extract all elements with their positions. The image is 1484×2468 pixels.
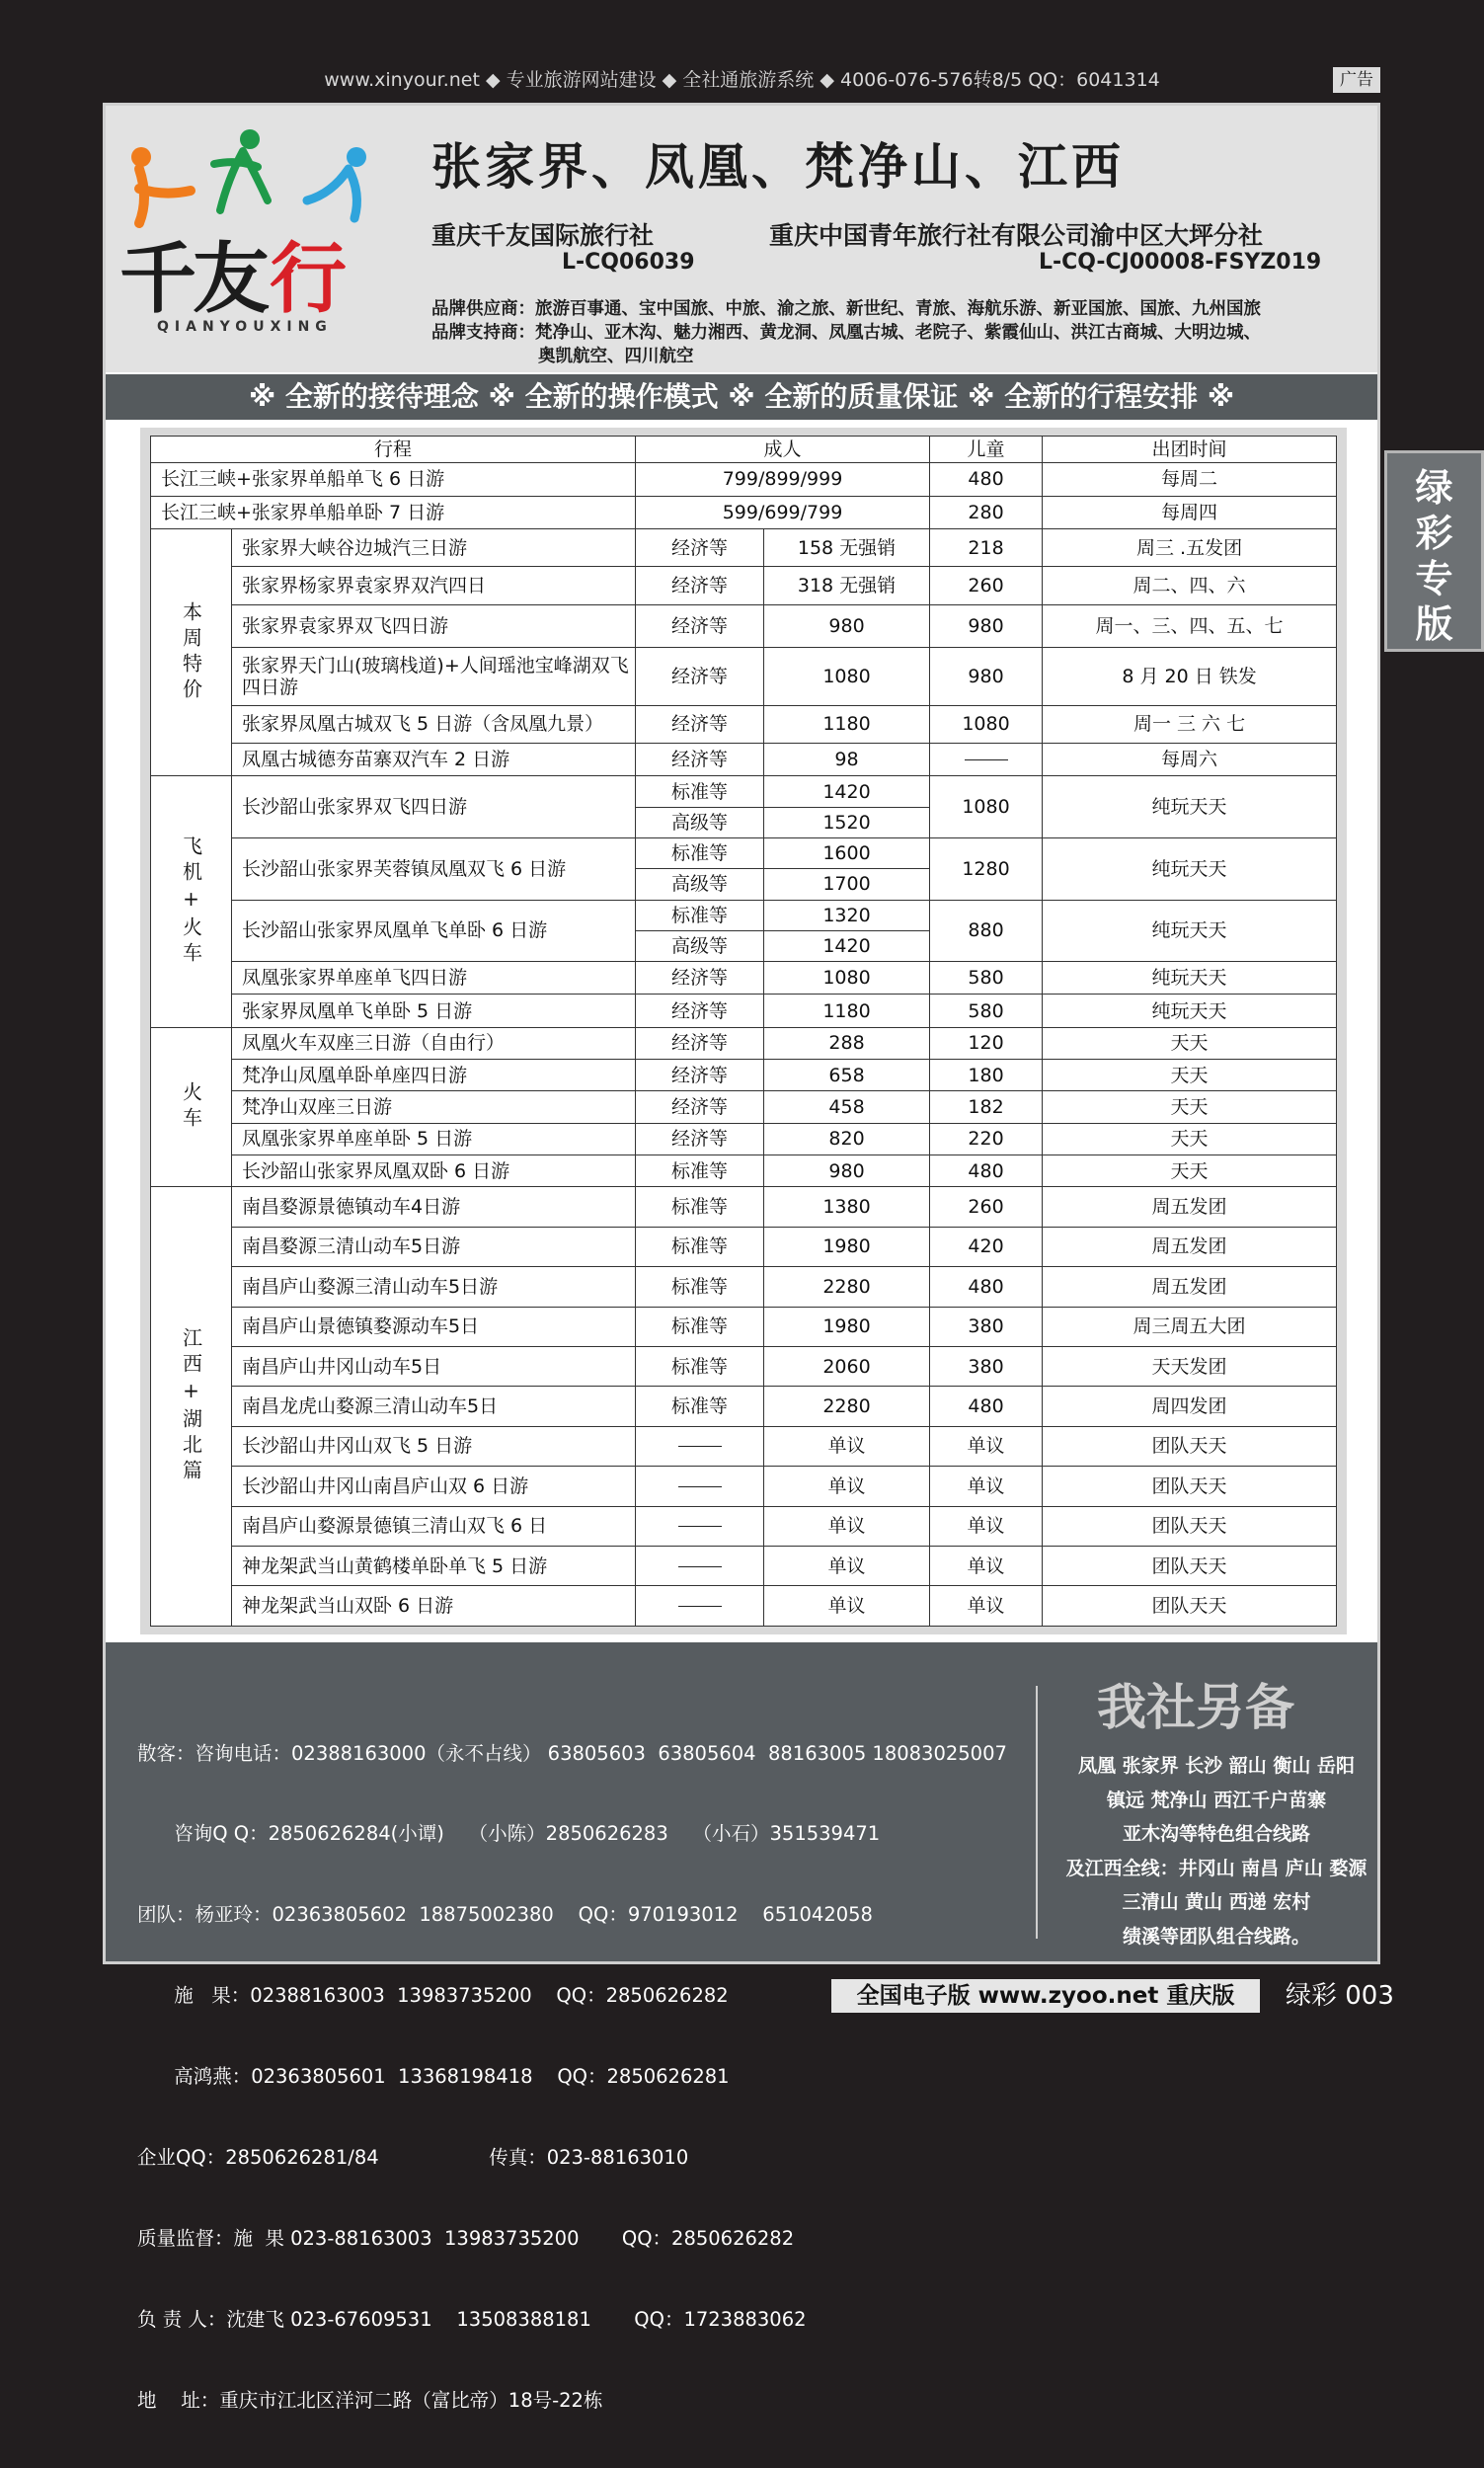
depart-time: 天天: [1043, 1123, 1337, 1154]
table-row: [151, 1060, 1337, 1091]
depart-time: 纯玩天天: [1043, 962, 1337, 995]
another-line: 绩溪等团队组合线路。: [1122, 1925, 1310, 1948]
adult-price: 1380: [764, 1187, 930, 1227]
brand-supporters-cont: 奥凯航空、四川航空: [538, 347, 694, 366]
table-row: [151, 1027, 1337, 1059]
adult-price: 98: [764, 744, 930, 776]
route-cell: 长沙韶山井冈山双飞 5 日游: [232, 1426, 636, 1466]
grade-cell: 标准等: [636, 776, 764, 807]
contact-line: 企业QQ：2850626281/84 传真：023-88163010: [137, 2146, 689, 2170]
adult-price: 2280: [764, 1387, 930, 1426]
child-price: 480: [930, 1267, 1043, 1307]
depart-time: 周五发团: [1043, 1267, 1337, 1307]
adult-price: 318 无强销: [764, 567, 930, 604]
child-price: 单议: [930, 1506, 1043, 1546]
grade-cell: 经济等: [636, 604, 764, 647]
child-price: 单议: [930, 1586, 1043, 1627]
table-row: [151, 1187, 1337, 1227]
category-train: 火车: [151, 1027, 232, 1187]
table-row: [151, 1307, 1337, 1346]
side-tab-char: 绿: [1415, 466, 1453, 510]
grade-cell: 标准等: [636, 1387, 764, 1426]
route-cell: 神龙架武当山黄鹤楼单卧单飞 5 日游: [232, 1546, 636, 1585]
depart-time: 团队天天: [1043, 1586, 1337, 1627]
edition-bar: 全国电子版 www.zyoo.net 重庆版: [831, 1979, 1260, 2013]
agency-name-1: 重庆千友国际旅行社: [431, 221, 655, 250]
table-row: [151, 995, 1337, 1027]
table-row: [151, 648, 1337, 706]
grade-cell: 标准等: [636, 1307, 764, 1346]
depart-time: 8 月 20 日 铁发: [1043, 648, 1337, 706]
table-row: [151, 604, 1337, 647]
adult-price: 单议: [764, 1467, 930, 1506]
child-price: 480: [930, 1387, 1043, 1426]
child-price: 380: [930, 1346, 1043, 1386]
adult-price: 2280: [764, 1267, 930, 1307]
adult-price: 2060: [764, 1346, 930, 1386]
grade-cell-none: [636, 1506, 764, 1546]
license-1: L-CQ06039: [562, 250, 695, 275]
route-cell: 凤凰张家界单座单飞四日游: [232, 962, 636, 995]
route-cell: 南昌婺源三清山动车5日游: [232, 1227, 636, 1266]
route-cell: 凤凰火车双座三日游（自由行）: [232, 1027, 636, 1059]
route-cell: 南昌庐山婺源三清山动车5日游: [232, 1267, 636, 1307]
depart-time: 每周四: [1043, 496, 1337, 528]
child-price: 420: [930, 1227, 1043, 1266]
table-row: [151, 1426, 1337, 1466]
another-line: 镇远 梵净山 西江千户苗寨: [1106, 1789, 1327, 1811]
child-price: 280: [930, 496, 1043, 528]
depart-time: 纯玩天天: [1043, 900, 1337, 962]
grade-cell: 标准等: [636, 837, 764, 868]
child-price: 380: [930, 1307, 1043, 1346]
header-adult: 成人: [636, 437, 930, 463]
depart-time: 每周六: [1043, 744, 1337, 776]
route-cell: 南昌龙虎山婺源三清山动车5日: [232, 1387, 636, 1426]
depart-time: 纯玩天天: [1043, 837, 1337, 900]
adult-price: 1180: [764, 995, 930, 1027]
contact-line: 负 责 人：沈建飞 023-67609531 13508388181 QQ：1723883062: [137, 2307, 807, 2331]
grade-cell: 高级等: [636, 930, 764, 961]
grade-cell: 经济等: [636, 1027, 764, 1059]
header-child: 儿童: [930, 437, 1043, 463]
grade-cell: 经济等: [636, 705, 764, 743]
route-table-area: [140, 428, 1347, 1634]
table-row: [151, 1387, 1337, 1426]
route-cell: 张家界袁家界双飞四日游: [232, 604, 636, 647]
category-weekly: 本周特价: [151, 528, 232, 775]
route-cell: 长沙韶山张家界双飞四日游: [232, 776, 636, 838]
depart-time: 周三 .五发团: [1043, 528, 1337, 566]
grade-cell-none: [636, 1546, 764, 1585]
logo: [119, 119, 376, 337]
adult-price: 599/699/799: [636, 496, 930, 528]
page-number: 绿彩 003: [1286, 1981, 1394, 2011]
grade-cell: 标准等: [636, 1155, 764, 1187]
route-cell: 长沙韶山井冈山南昌庐山双 6 日游: [232, 1467, 636, 1506]
header-depart: 出团时间: [1043, 437, 1337, 463]
contact-block: [137, 1686, 1007, 2468]
child-price: 580: [930, 962, 1043, 995]
route-cell: 南昌庐山景德镇婺源动车5日: [232, 1307, 636, 1346]
table-row: [151, 1091, 1337, 1123]
child-price: 260: [930, 1187, 1043, 1227]
child-price: 120: [930, 1027, 1043, 1059]
route-cell: 长江三峡+张家界单船单飞 6 日游: [151, 463, 636, 496]
child-price: 260: [930, 567, 1043, 604]
child-price: 1280: [930, 837, 1043, 900]
route-cell: 张家界杨家界袁家界双汽四日: [232, 567, 636, 604]
depart-time: 周一、三、四、五、七: [1043, 604, 1337, 647]
depart-time: 周三周五大团: [1043, 1307, 1337, 1346]
grade-cell: 高级等: [636, 869, 764, 900]
table-row: [151, 705, 1337, 743]
table-row: [151, 1123, 1337, 1154]
adult-price: 458: [764, 1091, 930, 1123]
child-price: 980: [930, 604, 1043, 647]
ad-tag: 广告: [1333, 67, 1380, 93]
logo-text: QIANYOUXING: [157, 319, 333, 335]
depart-time: 纯玩天天: [1043, 995, 1337, 1027]
route-cell: 张家界凤凰单飞单卧 5 日游: [232, 995, 636, 1027]
adult-price: 980: [764, 1155, 930, 1187]
route-cell: 梵净山凤凰单卧单座四日游: [232, 1060, 636, 1091]
child-price: 480: [930, 1155, 1043, 1187]
header: [106, 106, 1377, 372]
route-cell: 南昌庐山婺源景德镇三清山双飞 6 日: [232, 1506, 636, 1546]
grade-cell-none: [636, 1467, 764, 1506]
adult-price: 1520: [764, 807, 930, 837]
adult-price: 1320: [764, 900, 930, 930]
child-price: 1080: [930, 776, 1043, 838]
side-tab-char: 专: [1415, 557, 1453, 600]
grade-cell: 经济等: [636, 1123, 764, 1154]
table-header-row: [151, 437, 1337, 463]
table-row: [151, 1346, 1337, 1386]
route-cell: 南昌婺源景德镇动车4日游: [232, 1187, 636, 1227]
child-price: 480: [930, 463, 1043, 496]
contact-line: 咨询Q Q：2850626284(小谭) （小陈）2850626283 （小石）351539471: [137, 1822, 881, 1846]
route-price-table: [150, 436, 1337, 1627]
route-cell: 神龙架武当山双卧 6 日游: [232, 1586, 636, 1627]
grade-cell: 标准等: [636, 1267, 764, 1307]
child-price: 单议: [930, 1546, 1043, 1585]
depart-time: 周四发团: [1043, 1387, 1337, 1426]
adult-price: 1980: [764, 1307, 930, 1346]
child-price: 218: [930, 528, 1043, 566]
grade-cell: 标准等: [636, 1187, 764, 1227]
grade-cell: 经济等: [636, 1091, 764, 1123]
contact-line: 散客：咨询电话：02388163000（永不占线） 63805603 63805604 88163005 18083025007: [137, 1741, 1007, 1765]
top-info-line: www.xinyour.net ◆ 专业旅游网站建设 ◆ 全社通旅游系统 ◆ 4006-076-576转8/5 QQ：6041314: [324, 69, 1160, 91]
child-price: 180: [930, 1060, 1043, 1091]
another-routes: [1049, 1749, 1384, 1953]
route-cell: 南昌庐山井冈山动车5日: [232, 1346, 636, 1386]
route-cell: 凤凰古城德夯苗寨双汽车 2 日游: [232, 744, 636, 776]
table-row: [151, 567, 1337, 604]
child-price: 单议: [930, 1426, 1043, 1466]
table-row: [151, 496, 1337, 528]
grade-cell: 经济等: [636, 995, 764, 1027]
table-row: [151, 1227, 1337, 1266]
brand-suppliers: 品牌供应商：旅游百事通、宝中国旅、中旅、渝之旅、新世纪、青旅、海航乐游、新亚国旅、国旅、九州国旅: [431, 299, 1261, 319]
footer-divider: [1036, 1686, 1038, 1939]
route-cell: 长沙韶山张家界芙蓉镇凤凰双飞 6 日游: [232, 837, 636, 900]
depart-time: 天天: [1043, 1027, 1337, 1059]
another-line: 亚木沟等特色组合线路: [1122, 1823, 1310, 1845]
child-price: 1080: [930, 705, 1043, 743]
adult-price: 1180: [764, 705, 930, 743]
license-2: L-CQ-CJ00008-FSYZ019: [1039, 250, 1322, 275]
logo-char-3: 行: [270, 234, 348, 324]
route-cell: 凤凰张家界单座单卧 5 日游: [232, 1123, 636, 1154]
depart-time: 周二、四、六: [1043, 567, 1337, 604]
depart-time: 周五发团: [1043, 1187, 1337, 1227]
contact-line: 高鸿燕：02363805601 13368198418 QQ：2850626281: [137, 2065, 730, 2089]
another-line: 凤凰 张家界 长沙 韶山 衡山 岳阳: [1077, 1755, 1356, 1777]
contact-line: 地 址：重庆市江北区洋河二路（富比帝）18号-22栋: [137, 2388, 603, 2412]
route-cell: 张家界凤凰古城双飞 5 日游（含凤凰九景）: [232, 705, 636, 743]
adult-price: 单议: [764, 1506, 930, 1546]
depart-time: 天天: [1043, 1091, 1337, 1123]
adult-price: 1080: [764, 962, 930, 995]
grade-cell: 经济等: [636, 648, 764, 706]
route-cell: 梵净山双座三日游: [232, 1091, 636, 1123]
grade-cell: 经济等: [636, 962, 764, 995]
grade-cell: 经济等: [636, 1060, 764, 1091]
adult-price: 980: [764, 604, 930, 647]
brand-supporters: 品牌支持商：梵净山、亚木沟、魅力湘西、黄龙洞、凤凰古城、老院子、紫霞仙山、洪江古商城、大明边城、: [431, 323, 1261, 343]
table-row: [151, 776, 1337, 807]
adult-price: 820: [764, 1123, 930, 1154]
logo-char-2: 友: [193, 234, 271, 324]
table-row: [151, 1267, 1337, 1307]
page-title: 张家界、凤凰、梵净山、江西: [431, 137, 1125, 196]
depart-time: 团队天天: [1043, 1467, 1337, 1506]
adult-price: 1980: [764, 1227, 930, 1266]
side-tab-char: 版: [1415, 602, 1453, 646]
depart-time: 团队天天: [1043, 1546, 1337, 1585]
table-row: [151, 1155, 1337, 1187]
grade-cell-none: [636, 1586, 764, 1627]
table-row: [151, 837, 1337, 868]
adult-price: 1080: [764, 648, 930, 706]
depart-time: 天天: [1043, 1060, 1337, 1091]
table-row: [151, 528, 1337, 566]
grade-cell: 高级等: [636, 807, 764, 837]
another-title: 我社另备: [1097, 1679, 1294, 1736]
another-line: 三清山 黄山 西递 宏村: [1122, 1891, 1311, 1913]
route-cell: 张家界天门山(玻璃栈道)+人间瑶池宝峰湖双飞四日游: [232, 648, 636, 706]
depart-time: 纯玩天天: [1043, 776, 1337, 838]
adult-price: 1700: [764, 869, 930, 900]
depart-time: 每周二: [1043, 463, 1337, 496]
table-row: [151, 1546, 1337, 1585]
child-price-none: [930, 744, 1043, 776]
grade-cell: 标准等: [636, 900, 764, 930]
route-cell: 长沙韶山张家界凤凰双卧 6 日游: [232, 1155, 636, 1187]
adult-price: 1420: [764, 776, 930, 807]
adult-price: 1420: [764, 930, 930, 961]
table-row: [151, 744, 1337, 776]
child-price: 182: [930, 1091, 1043, 1123]
contact-line: 质量监督：施 果 023-88163003 13983735200 QQ：2850626282: [137, 2226, 795, 2250]
grade-cell: 经济等: [636, 744, 764, 776]
route-cell: 张家界大峡谷边城汽三日游: [232, 528, 636, 566]
route-cell: 长江三峡+张家界单船单卧 7 日游: [151, 496, 636, 528]
adult-price: 单议: [764, 1546, 930, 1585]
depart-time: 周一 三 六 七: [1043, 705, 1337, 743]
category-jiangxi: 江西+湖北篇: [151, 1187, 232, 1627]
adult-price: 288: [764, 1027, 930, 1059]
contact-line: 施 果：02388163003 13983735200 QQ：2850626282: [137, 1984, 729, 2008]
child-price: 单议: [930, 1467, 1043, 1506]
child-price: 220: [930, 1123, 1043, 1154]
adult-price: 158 无强销: [764, 528, 930, 566]
depart-time: 天天: [1043, 1155, 1337, 1187]
child-price: 580: [930, 995, 1043, 1027]
table-row: [151, 463, 1337, 496]
logo-char-1: 千: [119, 234, 197, 324]
table-row: [151, 1586, 1337, 1627]
depart-time: 天天发团: [1043, 1346, 1337, 1386]
category-plane-train: 飞机+火车: [151, 776, 232, 1027]
child-price: 880: [930, 900, 1043, 962]
table-row: [151, 900, 1337, 930]
side-tab-green-edition: [1384, 450, 1484, 652]
adult-price: 799/899/999: [636, 463, 930, 496]
table-row: [151, 1506, 1337, 1546]
contact-line: 团队：杨亚玲：02363805602 18875002380 QQ：970193012 651042058: [137, 1903, 873, 1927]
child-price: 980: [930, 648, 1043, 706]
logo-figures-icon: [119, 119, 376, 337]
another-line: 及江西全线：井冈山 南昌 庐山 婺源: [1065, 1857, 1367, 1879]
depart-time: 团队天天: [1043, 1506, 1337, 1546]
header-route: 行程: [151, 437, 636, 463]
grade-cell: 标准等: [636, 1346, 764, 1386]
table-row: [151, 1467, 1337, 1506]
grade-cell: 经济等: [636, 528, 764, 566]
table-row: [151, 962, 1337, 995]
slogan-band: ※ 全新的接待理念 ※ 全新的操作模式 ※ 全新的质量保证 ※ 全新的行程安排 ※: [106, 374, 1377, 420]
depart-time: 周五发团: [1043, 1227, 1337, 1266]
grade-cell: 经济等: [636, 567, 764, 604]
adult-price: 单议: [764, 1586, 930, 1627]
adult-price: 单议: [764, 1426, 930, 1466]
adult-price: 1600: [764, 837, 930, 868]
depart-time: 团队天天: [1043, 1426, 1337, 1466]
route-cell: 长沙韶山张家界凤凰单飞单卧 6 日游: [232, 900, 636, 962]
adult-price: 658: [764, 1060, 930, 1091]
side-tab-char: 彩: [1415, 512, 1453, 555]
grade-cell: 标准等: [636, 1227, 764, 1266]
agency-name-2: 重庆中国青年旅行社有限公司渝中区大坪分社: [769, 221, 1264, 250]
grade-cell-none: [636, 1426, 764, 1466]
